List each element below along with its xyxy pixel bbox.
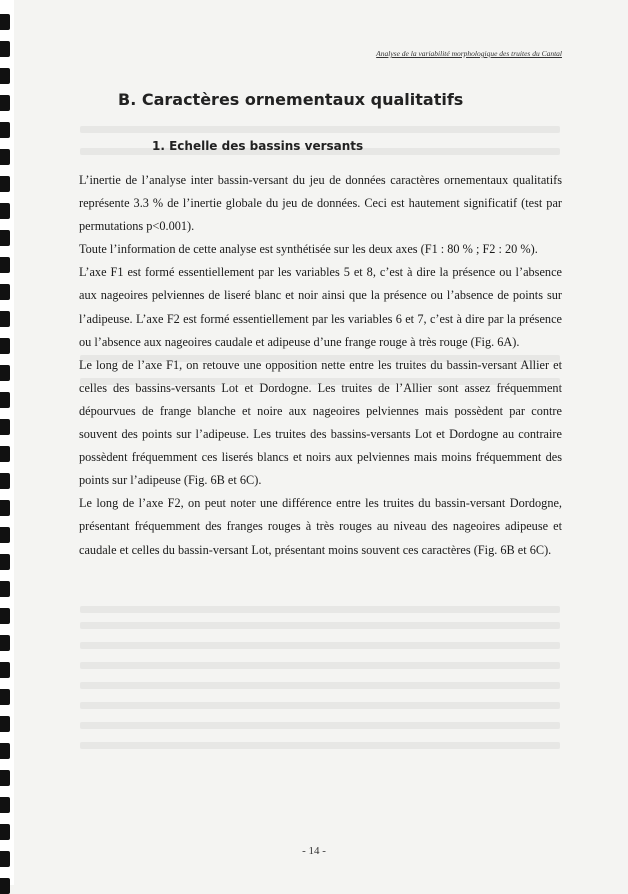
binding-hole xyxy=(0,635,10,651)
show-through-line xyxy=(80,662,560,669)
show-through-line xyxy=(80,126,560,133)
binding-hole xyxy=(0,878,10,894)
running-header: Analyse de la variabilité morphologique des truites du Cantal xyxy=(376,49,562,58)
subsection-title: 1. Echelle des bassins versants xyxy=(152,139,364,153)
binding-hole xyxy=(0,95,10,111)
binding-hole xyxy=(0,608,10,624)
page-number: - 14 - xyxy=(302,845,326,857)
paragraph: Le long de l’axe F2, on peut noter une différence entre les truites du bassin-versant Dordogne, présentant fréquemment des franges rouges à très rouges au niveau des nageoires adipeuse et caudale et celles du bassin-versant Lot, présentant moins souvent ces caractères (Fig. 6B et 6C). xyxy=(79,496,562,557)
binding-hole xyxy=(0,770,10,786)
paragraph: L’axe F1 est formé essentiellement par les variables 5 et 8, c’est à dire la présence ou l’absence aux nageoires pelviennes de liseré blanc et noir ainsi que la présence ou l’absence de points sur l’adipeuse. L’axe F2 est formé essentiellement par les variables 6 et 7, c’est à dire par la présence ou l’absence aux nageoires caudale et adipeuse d’une frange rouge à très rouge (Fig. 6A). xyxy=(79,265,562,349)
binding-hole xyxy=(0,743,10,759)
paragraph: Toute l’information de cette analyse est synthétisée sur les deux axes (F1 : 80 % ; F2 : 20 %). xyxy=(79,242,538,257)
binding-hole xyxy=(0,716,10,732)
show-through-line xyxy=(80,682,560,689)
binding-hole xyxy=(0,419,10,435)
binding-hole xyxy=(0,500,10,516)
binding-hole xyxy=(0,257,10,273)
show-through-line xyxy=(80,702,560,709)
binding-hole xyxy=(0,311,10,327)
binding-hole xyxy=(0,284,10,300)
binding-hole xyxy=(0,338,10,354)
binding-hole xyxy=(0,554,10,570)
binding-hole xyxy=(0,581,10,597)
binding-hole xyxy=(0,446,10,462)
binding-hole xyxy=(0,365,10,381)
paragraph: Le long de l’axe F1, on retouve une opposition nette entre les truites du bassin-versant Allier et celles des bassins-versants Lot et Dordogne. Les truites de l’Allier sont assez fréquemment dépourvues de frange blanche et noire aux nageoires pelviennes mais possèdent par contre souvent des points sur l’adipeuse. Les truites des bassins-versants Lot et Dordogne au contraire possèdent fréquemment ces liserés blancs et noirs aux pelviennes mais moins fréquemment des points sur l’adipeuse (Fig. 6B et 6C). xyxy=(79,357,562,488)
binding-hole xyxy=(0,149,10,165)
binding-hole xyxy=(0,41,10,57)
binding-hole xyxy=(0,68,10,84)
binding-hole xyxy=(0,122,10,138)
body-text xyxy=(79,169,562,562)
binding-hole xyxy=(0,527,10,543)
binding-hole xyxy=(0,176,10,192)
binding-hole xyxy=(0,662,10,678)
binding-hole xyxy=(0,230,10,246)
section-title: B. Caractères ornementaux qualitatifs xyxy=(118,90,464,109)
binding-hole xyxy=(0,14,10,30)
spiral-binding xyxy=(0,0,14,885)
binding-hole xyxy=(0,203,10,219)
paragraph: L’inertie de l’analyse inter bassin-versant du jeu de données caractères ornementaux qualitatifs représente 3.3 % de l’inertie globale du jeu de données. Ceci est hautement significatif (test par permutations p<0.001). xyxy=(79,173,562,234)
show-through-line xyxy=(80,622,560,629)
show-through-line xyxy=(80,642,560,649)
binding-hole xyxy=(0,824,10,840)
binding-hole xyxy=(0,392,10,408)
show-through-line xyxy=(80,606,560,613)
binding-hole xyxy=(0,689,10,705)
binding-hole xyxy=(0,473,10,489)
show-through-line xyxy=(80,722,560,729)
show-through-line xyxy=(80,742,560,749)
binding-hole xyxy=(0,797,10,813)
